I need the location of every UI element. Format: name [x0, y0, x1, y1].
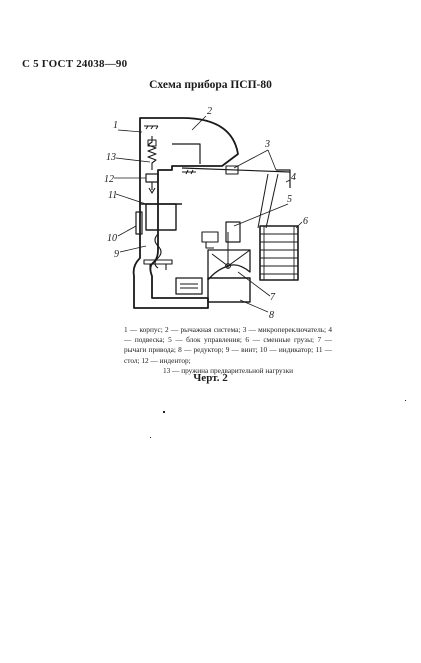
label-13: 13: [106, 152, 116, 163]
preload-spring: [148, 136, 156, 170]
figure-caption: Черт. 2: [193, 372, 228, 384]
label-6: 6: [303, 216, 308, 227]
legend-last-line: 13 — пружина предварительной нагрузки: [162, 365, 294, 375]
figure-title: Схема прибора ПСП-80: [149, 79, 272, 91]
label-12: 12: [104, 174, 114, 185]
label-1: 1: [113, 120, 118, 131]
scan-speck: [150, 437, 151, 438]
legend: [124, 325, 332, 376]
label-3: 3: [265, 139, 270, 150]
lever-system: [172, 144, 200, 164]
label-10: 10: [107, 233, 117, 244]
label-7: 7: [270, 292, 275, 303]
label-8: 8: [269, 310, 274, 321]
scan-speck: [405, 400, 406, 401]
label-4: 4: [291, 172, 296, 183]
legend-text: 1 — корпус; 2 — рычажная система; 3 — микропереключатель; 4 — подвеска; 5 — блок управления; 6 — сменные грузы; 7 — рычаги привода; 8 — редуктор; 9 — винт; 10 — индикатор; 11 — стол; 12 — индентор;: [124, 325, 332, 365]
device-schematic: [100, 100, 330, 322]
label-5: 5: [287, 194, 292, 205]
scan-speck: [163, 411, 165, 413]
label-9: 9: [114, 249, 119, 260]
label-11: 11: [108, 190, 118, 201]
page-header: С 5 ГОСТ 24038—90: [22, 58, 128, 70]
label-2: 2: [207, 106, 212, 117]
